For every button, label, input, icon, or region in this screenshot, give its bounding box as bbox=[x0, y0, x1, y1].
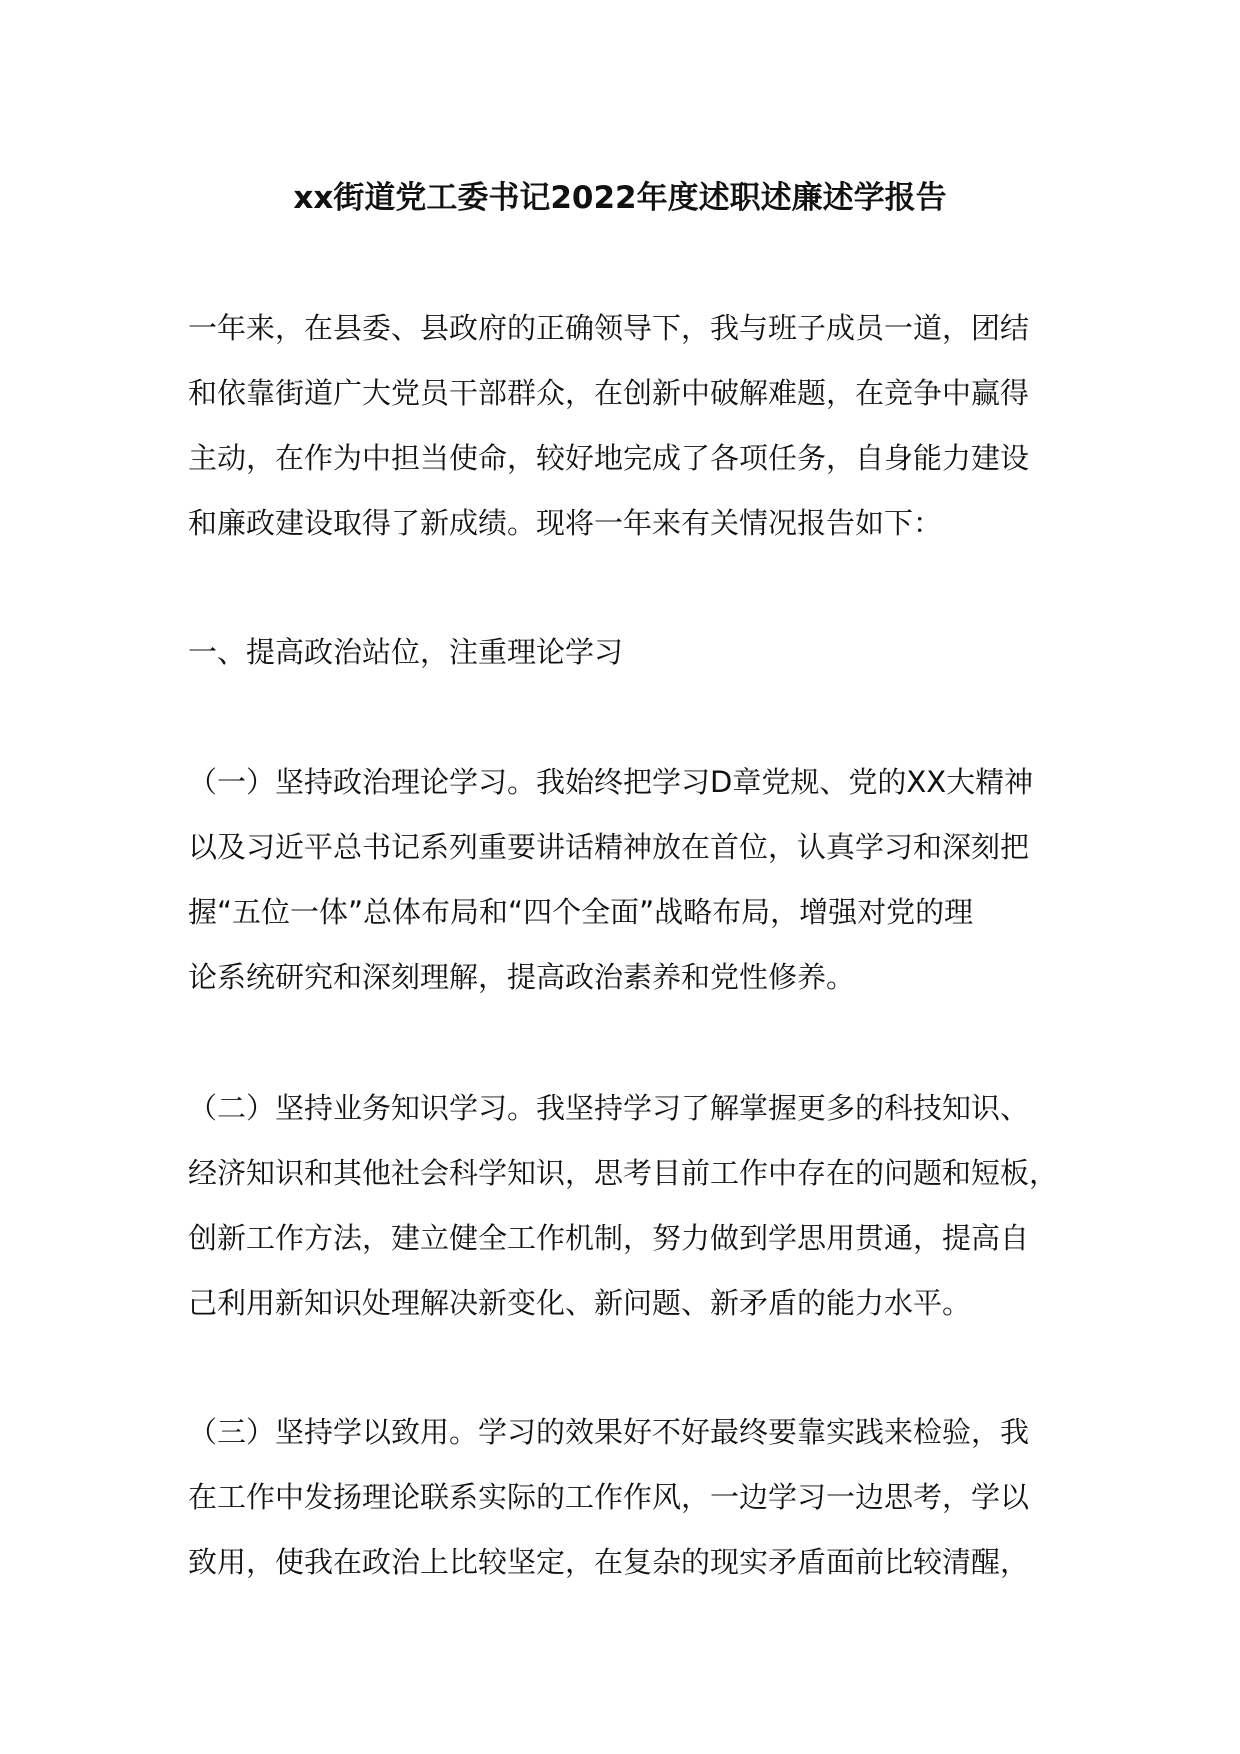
text-line: 己利用新知识处理解决新变化、新问题、新矛盾的能力水平。 bbox=[188, 1286, 972, 1320]
text-line: 和依靠街道广大党员干部群众，在创新中破解难题，在竞争中赢得 bbox=[188, 376, 1030, 410]
text-line: 以及习近平总书记系列重要讲话精神放在首位，认真学习和深刻把 bbox=[188, 830, 1030, 864]
text-line: 经济知识和其他社会科学知识，思考目前工作中存在的问题和短板， bbox=[188, 1156, 1059, 1190]
document-title: xx街道党工委书记2022年度述职述廉述学报告 bbox=[293, 180, 947, 216]
text-line: 致用，使我在政治上比较坚定，在复杂的现实矛盾面前比较清醒， bbox=[188, 1545, 1030, 1579]
text-line: 一年来，在县委、县政府的正确领导下，我与班子成员一道，团结 bbox=[188, 311, 1030, 345]
text-line: 主动，在作为中担当使命，较好地完成了各项任务，自身能力建设 bbox=[188, 441, 1030, 475]
text-line: 和廉政建设取得了新成绩。现将一年来有关情况报告如下： bbox=[188, 506, 943, 540]
text-line: （三）坚持学以致用。学习的效果好不好最终要靠实践来检验，我 bbox=[188, 1415, 1030, 1449]
text-line: 创新工作方法，建立健全工作机制，努力做到学思用贯通，提高自 bbox=[188, 1221, 1030, 1255]
text-line: 论系统研究和深刻理解，提高政治素养和党性修养。 bbox=[188, 960, 856, 994]
subsection-paragraph-3 bbox=[188, 1400, 1088, 1595]
section-heading-1 bbox=[188, 620, 1088, 685]
heading-line: 一、提高政治站位，注重理论学习 bbox=[188, 635, 624, 669]
text-line: 在工作中发扬理论联系实际的工作作风，一边学习一边思考，学以 bbox=[188, 1480, 1030, 1514]
subsection-paragraph-2 bbox=[188, 1076, 1088, 1336]
text-line: （一）坚持政治理论学习。我始终把学习D章党规、党的XX大精神 bbox=[188, 765, 1034, 799]
intro-paragraph bbox=[188, 296, 1088, 556]
text-line: 握“五位一体”总体布局和“四个全面”战略布局，增强对党的理 bbox=[188, 895, 974, 929]
text-line: （二）坚持业务知识学习。我坚持学习了解掌握更多的科技知识、 bbox=[188, 1091, 1030, 1125]
subsection-paragraph-1 bbox=[188, 750, 1088, 1010]
